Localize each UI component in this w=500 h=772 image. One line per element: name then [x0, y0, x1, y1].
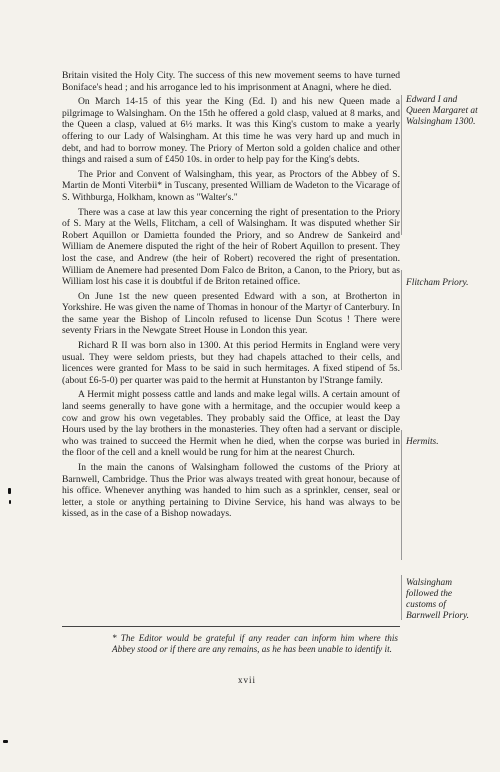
margin-note-flitcham: Flitcham Priory.	[406, 278, 469, 288]
paragraph: In the main the canons of Walsingham followed the customs of the Priory at Barnwell, Cambridge. Thus the Prior was always treated with great honour, because of his office. Whenever anything was handed to him such as a sprinkler, censer, seal or letter, a stole or anything pertaining to Divine Service, his hand was always to be kissed, as in the case of a Bishop nowadays.	[62, 462, 400, 520]
margin-divider	[401, 575, 402, 620]
paragraph: On June 1st the new queen presented Edward with a son, at Brotherton in Yorkshire. He was given the name of Thomas in honour of the Martyr of Canterbury. In the same year the Bishop of Lincoln refused to license Dun Scotus ! There were seventy Friars in the Newgate Street House in London this year.	[62, 290, 400, 337]
page-number: xvii	[238, 675, 257, 685]
margin-note-hermits: Hermits.	[406, 437, 439, 447]
paragraph: Britain visited the Holy City. The success of this new movement seems to have turned Boniface's head ; and his arrogance led to his imprisonment at Anagni, where he died.	[62, 70, 400, 93]
paragraph: The Prior and Convent of Walsingham, this year, as Proctors of the Abbey of S. Martin de Monti Viterbii* in Tuscany, presented William de Wadeton to the Vicarage of S. Withburga, Holkham, known as "Walter's."	[62, 168, 400, 203]
margin-divider	[401, 95, 402, 235]
paragraph: Richard R II was born also in 1300. At this period Hermits in England were very usual. They were seldom priests, but they had chapels attached to their cells, and licences were granted for Mass to be said in such hermitages. A fixed stipend of 5s. (about £6-5-0) per quarter was paid to the hermit at Hunstanton by l'Strange family.	[62, 340, 400, 386]
margin-divider	[401, 270, 402, 370]
scan-speck	[8, 488, 11, 494]
paragraph: A Hermit might possess cattle and lands and make legal wills. A certain amount of land seems generally to have gone with a hermitage, and the occupier would keep a cow and grow his own vegetables. They probably said the Office, at least the Day Hours used by the lay brothers in the monasteries. They often had a servant or disciple who was trained to succeed the Hermit when he died, when the corpse was buried in the floor of the cell and a knell would be rung for him at the nearest Church.	[62, 389, 400, 459]
margin-note-barnwell: Walsingham followed the customs of Barnwell Priory.	[406, 578, 470, 621]
scan-speck	[3, 740, 8, 743]
margin-note-edward: Edward I and Queen Margaret at Walsingham 1300.	[406, 95, 478, 127]
paragraph: On March 14-15 of this year the King (Ed. I) and his new Queen made a pilgrimage to Walsingham. On the 15th he offered a gold clasp, valued at 8 marks, and the Queen a clasp, valued at 6½ marks. It was this King's custom to make a yearly offering to our Lady of Walsingham. At this time he was very hard up and much in debt, and had to borrow money. The Priory of Merton sold a golden chalice and other things and raised a sum of £450 10s. in order to help pay for the King's debts.	[62, 96, 400, 166]
footnote: * The Editor would be grateful if any reader can inform him where this Abbey stood or if there are any remains, as he has been unable to identify it.	[112, 633, 398, 654]
paragraph: There was a case at law this year concerning the right of presentation to the Priory of S. Mary at the Wells, Flitcham, a cell of Walsingham. It was disputed whether Sir Robert Aquillon or Damietta founded the Priory, and so Andrew de Sankeird and William de Anemere disputed the right of the heir of Robert Aquillon to present. They lost the case, and Andrew (the heir of Robert) recovered the right of presentation. William de Anemere had presented Dom Falco de Briton, a Canon, to the Priory, but as William lost his case it is doubtful if de Briton retained office.	[62, 206, 400, 288]
main-text-column	[62, 70, 400, 523]
scan-speck	[9, 500, 11, 504]
footnote-rule	[62, 626, 400, 627]
margin-divider	[401, 430, 402, 560]
